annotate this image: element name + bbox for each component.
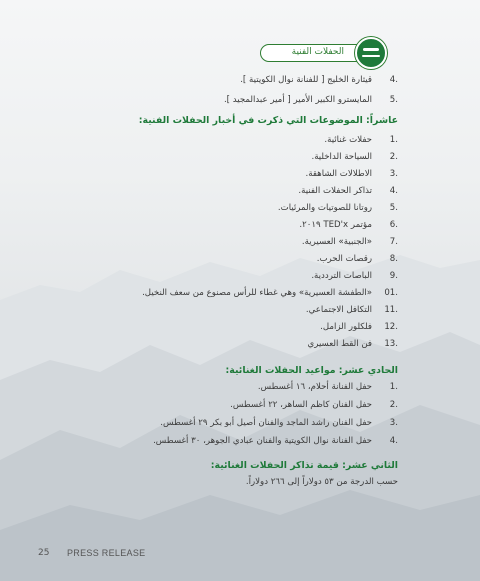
list-item: .12فلكلور الزامل. <box>320 322 398 332</box>
list-item: .2السياحة الداخلية. <box>311 152 398 162</box>
list-item: .5المايسترو الكبير الأمير [ أمير عبدالمجيد ]. <box>223 95 398 105</box>
list-item: .4قيثارة الخليج [ للفنانة نوال الكويتية ]. <box>240 75 398 85</box>
list-item: .7«الجنبية» العسيرية. <box>301 237 398 247</box>
list-item: .4تذاكر الحفلات الفنية. <box>298 186 398 196</box>
list-item: .13فن القط العسيري <box>307 339 398 349</box>
list-item: .6مؤتمر TED'x ٢٠١٩. <box>299 220 398 230</box>
list-item: .8رقصات الحرب. <box>316 254 398 264</box>
list-item: .3حفل الفنان راشد الماجد والفنان أصيل أبو بكر ٢٩ أغسطس. <box>160 418 398 428</box>
section-heading-12: الثاني عشر: قيمة تذاكر الحفلات الغنائية: <box>210 460 398 471</box>
page-number: 25 <box>38 548 50 558</box>
list-item: .1حفل الفنانة أحلام، ١٦ أغسطس. <box>257 382 398 392</box>
section-heading-10: عاشراً: الموضوعات التي ذكرت في أخبار الحفلات الفنية: <box>138 115 398 126</box>
saudi-emblem-icon <box>355 37 387 69</box>
list-item: .5روتانا للصوتيات والمرئيات. <box>277 203 398 213</box>
list-item: .1حفلات غنائية. <box>324 135 398 145</box>
list-item: .9الباصات الترددية. <box>311 271 398 281</box>
header-title: الحفلات الفنية <box>291 47 344 57</box>
ticket-price-text: حسب الدرجة من ٥٣ دولاراً إلى ٢٦٦ دولاراً. <box>245 477 398 487</box>
list-item: .3الاطلالات الشاهقة. <box>305 169 398 179</box>
list-item: .11التكافل الاجتماعي. <box>305 305 398 315</box>
list-item: .2حفل الفنان كاظم الساهر، ٢٢ أغسطس. <box>230 400 398 410</box>
footer-label: PRESS RELEASE <box>67 548 146 558</box>
list-item: .01«الطفشة العسيرية» وهي غطاء للرأس مصنوع من سعف النخيل. <box>142 288 398 298</box>
list-item: .4حفل الفنانة نوال الكويتية والفنان عبادي الجوهر، ٣٠ أغسطس. <box>153 436 398 446</box>
section-heading-11: الحادي عشر: مواعيد الحفلات الغنائية: <box>225 365 398 376</box>
